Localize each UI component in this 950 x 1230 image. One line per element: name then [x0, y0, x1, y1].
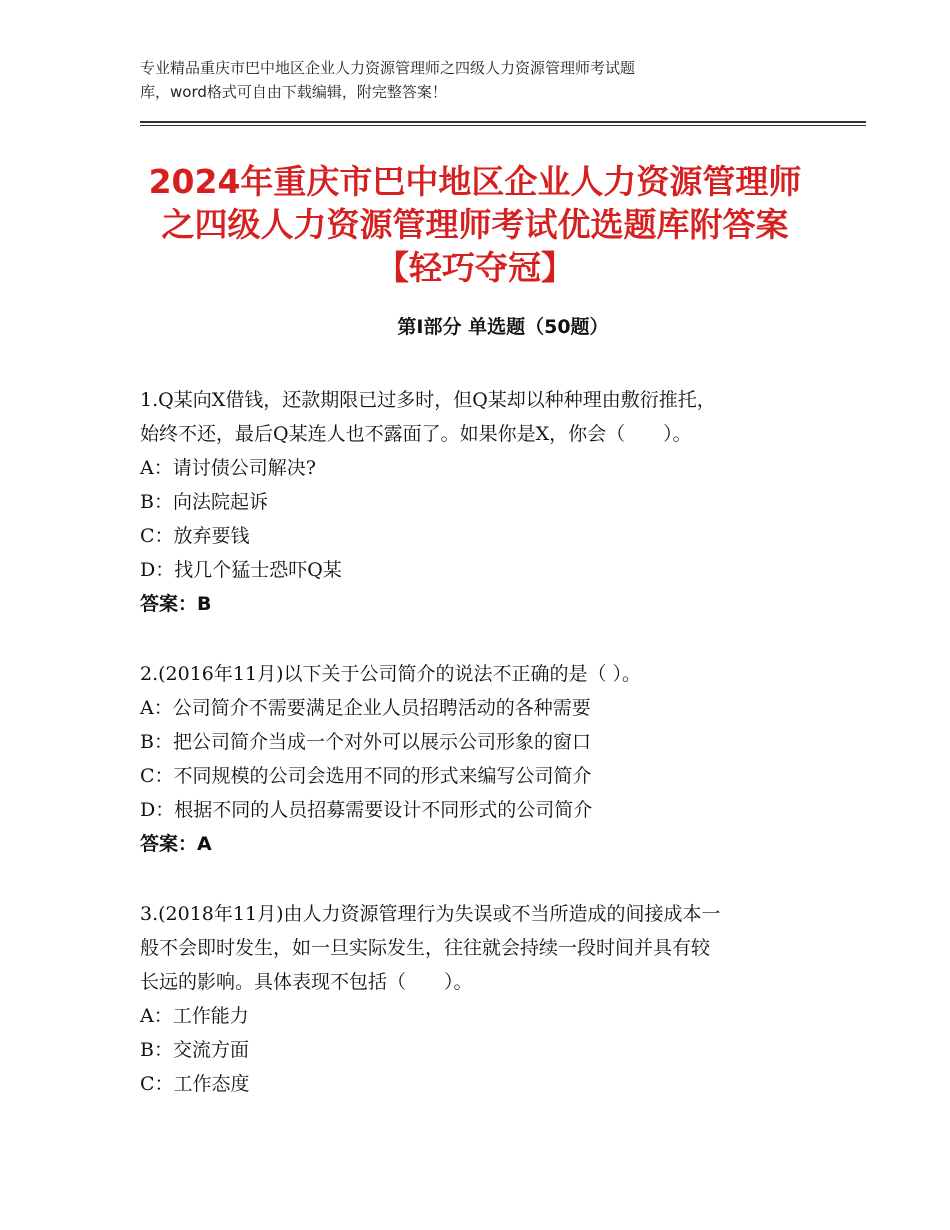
option-b: B：交流方面: [140, 1039, 249, 1061]
question-text-line: 2.(2016年11月)以下关于公司简介的说法不正确的是（ ）。: [140, 663, 642, 685]
option-a: A：公司简介不需要满足企业人员招聘活动的各种需要: [140, 697, 591, 719]
header-divider-thin: [140, 125, 866, 126]
question-text-line: 般不会即时发生，如一旦实际发生，往往就会持续一段时间并具有较: [140, 937, 711, 959]
header-note-line: 专业精品重庆市巴中地区企业人力资源管理师之四级人力资源管理师考试题: [140, 59, 636, 77]
option-d: D：找几个猛士恐吓Q某: [140, 559, 342, 581]
header-divider-thick: [140, 121, 866, 123]
question-2: [140, 657, 820, 861]
title-line: 之四级人力资源管理师考试优选题库附答案: [161, 205, 789, 244]
question-text-line: 长远的影响。具体表现不包括（ ）。: [140, 971, 473, 993]
question-text-line: 1.Q某向X借钱，还款期限已过多时，但Q某却以种种理由敷衍推托，: [140, 389, 716, 411]
question-text-line: 始终不还，最后Q某连人也不露面了。如果你是X，你会（ ）。: [140, 423, 692, 445]
question-text-line: 3.(2018年11月)由人力资源管理行为失误或不当所造成的间接成本一: [140, 903, 721, 925]
title-line: 【轻巧夺冠】: [376, 248, 574, 287]
option-b: B：把公司简介当成一个对外可以展示公司形象的窗口: [140, 731, 591, 753]
header-note: [140, 56, 820, 104]
option-c: C：工作态度: [140, 1073, 250, 1095]
question-list: [140, 383, 820, 1137]
option-b: B：向法院起诉: [140, 491, 268, 513]
title-line: 2024年重庆市巴中地区企业人力资源管理师: [148, 162, 802, 201]
question-3: [140, 897, 820, 1101]
question-1: [140, 383, 820, 621]
header-note-line: 库，word格式可自由下载编辑，附完整答案！: [140, 83, 447, 101]
option-a: A：请讨债公司解决?: [140, 457, 316, 479]
answer: 答案：B: [140, 593, 212, 615]
option-c: C：不同规模的公司会选用不同的形式来编写公司简介: [140, 765, 592, 787]
document-title: [120, 160, 830, 289]
option-a: A：工作能力: [140, 1005, 249, 1027]
answer: 答案：A: [140, 833, 212, 855]
option-c: C：放弃要钱: [140, 525, 250, 547]
section-title: 第Ⅰ部分 单选题（50题）: [397, 316, 609, 338]
option-d: D：根据不同的人员招募需要设计不同形式的公司简介: [140, 799, 593, 821]
